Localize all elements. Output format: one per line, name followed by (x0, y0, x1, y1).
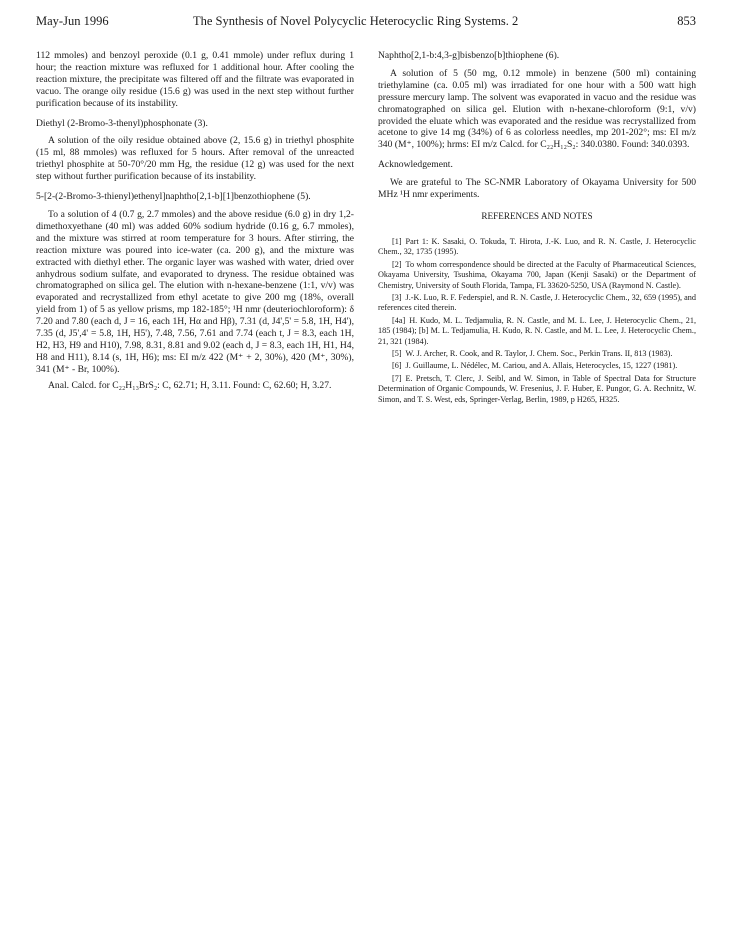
references-list (378, 237, 696, 405)
reference-item: [6] J. Guillaume, L. Nédélec, M. Cariou, and A. Allais, Heterocycles, 15, 1227 (1981). (392, 361, 678, 371)
paragraph: A solution of 5 (50 mg, 0.12 mmole) in benzene (500 ml) containing triethylamine (ca. 0.05 ml) was irradiated for one hour with a 500 watt high pressure mercury lamp. The solvent was evaporated in vacuo and the residue was chromatographed on silica gel. Elution with n-hexane-chloroform (9:1, v/v) provided the eluate which was evaporated and the residue was recrystallized from acetone to give 14 mg (34%) of 6 as colorless needles, mp 201-202°; ms: EI m/z 340 (M⁺, 100%); hrms: EI m/z Calcd. for C₂₂H₁₂S₂: 340.0380. Found: 340.0393. (378, 67, 696, 151)
paragraph: A solution of the oily residue obtained above (2, 15.6 g) in triethyl phosphite (15 ml, 88 mmoles) was refluxed for 5 hours. After removal of the unreacted triethyl phosphite at 50-70°/20 mm Hg, the residue (12 g) was used for the next step without further purification because of its instability. (36, 135, 354, 183)
issue-date: May-Jun 1996 (36, 14, 109, 28)
running-title: The Synthesis of Novel Polycyclic Heterocyclic Ring Systems. 2 (193, 14, 519, 28)
section-heading-compound-3: Diethyl (2-Bromo-3-thenyl)phosphonate (3). (36, 117, 208, 129)
reference-item: [4a] H. Kudo, M. L. Tedjamulia, R. N. Castle, and M. L. Lee, J. Heterocyclic Chem., 21, 185 (1984); [b] M. L. Tedjamulia, H. Kudo, R. N. Castle, and M. L. Lee, J. Heterocyclic Chem., 21, 321 (1984). (378, 315, 696, 346)
paragraph: 112 mmoles) and benzoyl peroxide (0.1 g, 0.41 mmole) under reflux during 1 hour; the reaction mixture was refluxed for 1 additional hour. After cooling the reaction mixture, the precipitate was filtered off and the filtrate was evaporated in vacuo. The orange oily residue (15.6 g) was used in the next step without further purification because of its instability. (36, 50, 354, 109)
section-heading-compound-5: 5-[2-(2-Bromo-3-thienyl)ethenyl]naphtho[2,1-b][1]benzothiophene (5). (36, 191, 311, 203)
acknowledgement-heading: Acknowledgement. (378, 159, 453, 171)
acknowledgement-text: We are grateful to The SC-NMR Laboratory of Okayama University for 500 MHz ¹H nmr experiments. (378, 177, 696, 201)
analysis-paragraph: Anal. Calcd. for C₂₂H₁₃BrS₂: C, 62.71; H, 3.11. Found: C, 62.60; H, 3.27. (48, 379, 332, 391)
page-number: 853 (677, 14, 696, 28)
reference-item: [7] E. Pretsch, T. Clerc, J. Seibl, and W. Simon, in Table of Spectral Data for Structure Determination of Organic Compounds, W. Fresenius, J. F. Huber, E. Pungor, G. A. Rechnitz, W. Simon, and T. S. West, eds, Springer-Verlag, Berlin, 1989, p H265, H325. (378, 373, 696, 404)
reference-item: [1] Part 1: K. Sasaki, O. Tokuda, T. Hirota, J.-K. Luo, and R. N. Castle, J. Heterocyclic Chem., 32, 1735 (1995). (378, 236, 696, 257)
reference-item: [3] J.-K. Luo, R. F. Federspiel, and R. N. Castle, J. Heterocyclic Chem., 32, 659 (1995), and references cited therein. (378, 292, 696, 313)
paragraph: To a solution of 4 (0.7 g, 2.7 mmoles) and the above residue (6.0 g) in dry 1,2-dimethoxyethane (40 ml) was added 60% sodium hydride (0.16 g, 6.7 mmoles), and the mixture was stirred at room temperature for 3 hours. After stirring, the reaction mixture was poured into ice-water (ca. 200 g), and the mixture was extracted with diethyl ether. The organic layer was washed with water, dried over anhydrous sodium sulfate, and evaporated to dryness. The residue obtained was chromatographed on silica gel. The elution with n-hexane-benzene (1:1, v/v) was evaporated and recrystallized from ethyl acetate to give 200 mg (18%, overall yield from 1) of 5 as yellow prisms, mp 182-185°; ¹H nmr (deuteriochloroform): δ 7.20 and 7.80 (each d, J = 16, each 1H, Hα and Hβ), 7.31 (d, J4',5' = 5.8, 1H, H4'), 7.35 (d, J5',4' = 5.8, 1H, H5'), 7.48, 7.56, 7.61 and 7.74 (each t, J = 8.3, each 1H, H2, H3, H9 and H10), 7.98, 8.31, 8.81 and 9.02 (each d, J = 8.3, each 1H, H1, H4, H8 and H11), 8.14 (s, 1H, H6); ms: EI m/z 422 (M⁺ + 2, 30%), 420 (M⁺, 30%), 341 (M⁺ - Br, 100%). (36, 208, 354, 375)
reference-item: [5] W. J. Archer, R. Cook, and R. Taylor, J. Chem. Soc., Perkin Trans. II, 813 (1983). (392, 348, 673, 358)
reference-item: [2] To whom correspondence should be directed at the Faculty of Pharmaceutical Sciences, Okayama University, Tsushima, Okayama 700, Japan (Kenji Sasaki) or the Department of Chemistry, University of South Florida, Tampa, FL 33620-5250, USA (Raymond N. Castle). (378, 259, 696, 290)
section-heading-compound-6: Naphtho[2,1-b:4,3-g]bisbenzo[b]thiophene (6). (378, 50, 560, 61)
running-header (36, 14, 696, 34)
left-column (36, 50, 354, 396)
references-heading: REFERENCES AND NOTES (481, 210, 593, 221)
right-column (378, 50, 696, 407)
